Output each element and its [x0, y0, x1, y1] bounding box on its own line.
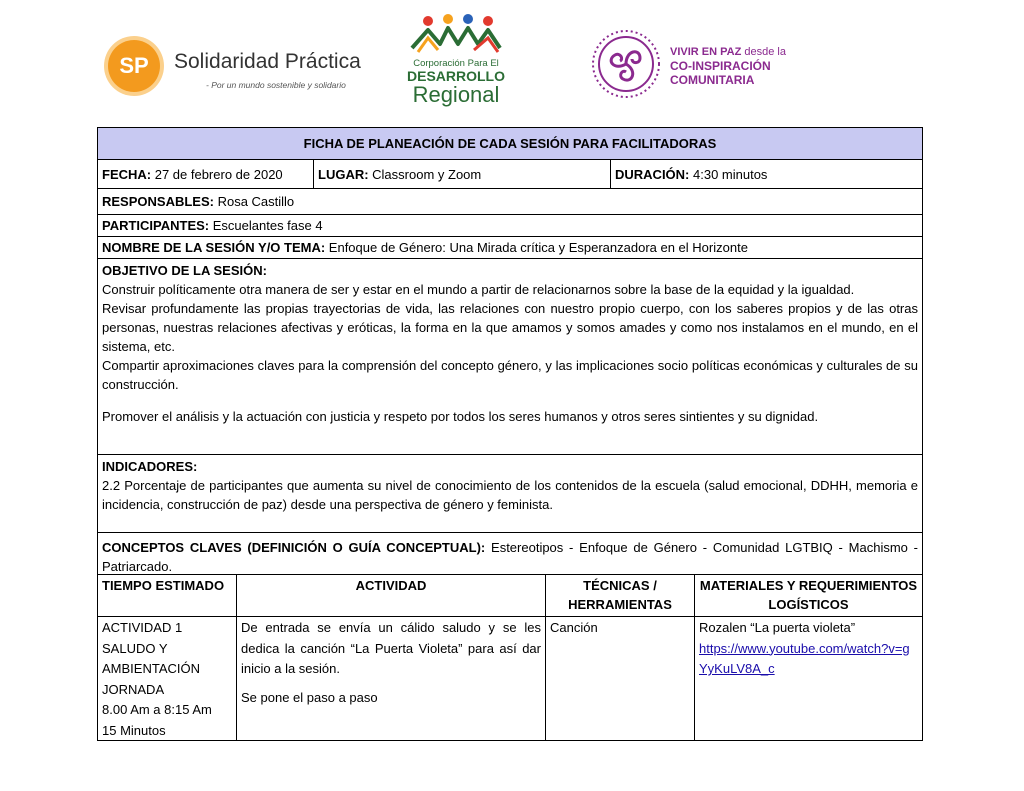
triskelion-icon — [590, 28, 662, 100]
actividad-p2: Se pone el paso a paso — [241, 689, 378, 705]
tecnicas-cell: Canción — [546, 617, 695, 740]
participantes-row: PARTICIPANTES: Escuelantes fase 4 — [97, 215, 923, 237]
table-row — [97, 617, 923, 741]
fecha-cell: FECHA: 27 de febrero de 2020 — [98, 160, 314, 188]
vp-logo-line2: CO-INSPIRACIÓN — [670, 59, 771, 73]
actividad-p1: De entrada se envía un cálido saludo y se les dedica la canción “La Puerta Violeta” para así dar inicio a la sesión. — [241, 620, 541, 676]
indicadores-label: INDICADORES: — [102, 459, 198, 474]
duracion-cell: DURACIÓN: 4:30 minutos — [615, 166, 768, 182]
objetivo-p2: Revisar profundamente las propias trayectorias de vida, las relaciones con nuestro propio cuerpo, con los saberes propios y de las otras personas, nuestras relaciones afectivas y eróticas, la forma en la que amamos y somos amades y como nos instalamos en el mundo, en el sistema, etc. — [102, 301, 918, 354]
sp-logo-name: Solidaridad Práctica — [174, 50, 361, 73]
meta-row — [97, 160, 923, 189]
form-title: FICHA DE PLANEACIÓN DE CADA SESIÓN PARA FACILITADORAS — [97, 127, 923, 160]
objetivo-p4: Promover el análisis y la actuación con justicia y respeto por todos los seres humanos y otros seres sintientes y su dignidad. — [102, 409, 819, 424]
materiales-text: Rozalen “La puerta violeta” — [699, 620, 856, 635]
col-materiales-header: MATERIALES Y REQUERIMIENTOS LOGÍSTICOS — [699, 578, 918, 612]
materiales-cell — [695, 617, 922, 740]
objetivo-row — [97, 259, 923, 455]
tema-row: NOMBRE DE LA SESIÓN Y/O TEMA: Enfoque de Género: Una Mirada crítica y Esperanzadora en el Horizonte — [97, 237, 923, 259]
col-tiempo-header: TIEMPO ESTIMADO — [98, 575, 237, 616]
cdr-logo-line1: Corporación Para El — [413, 58, 499, 69]
vivir-en-paz-logo — [590, 28, 800, 108]
vp-logo-line1: VIVIR EN PAZ desde la — [670, 46, 786, 58]
vp-logo-line3: COMUNITARIA — [670, 73, 755, 87]
objetivo-label: OBJETIVO DE LA SESIÓN: — [102, 263, 267, 278]
cdr-logo-line3: Regional — [412, 82, 500, 107]
corporacion-desarrollo-regional-logo — [398, 14, 514, 106]
actividad-cell — [237, 617, 546, 740]
lugar-cell: LUGAR: Classroom y Zoom — [314, 160, 611, 188]
col-tecnicas-header: TÉCNICAS / HERRAMIENTAS — [546, 575, 695, 616]
people-figures-icon — [408, 14, 504, 54]
responsables-row: RESPONSABLES: Rosa Castillo — [97, 189, 923, 215]
sp-logo-tagline: - Por un mundo sostenible y solidario — [206, 80, 346, 90]
session-planning-form — [97, 127, 923, 741]
indicadores-text: 2.2 Porcentaje de participantes que aumenta su nivel de conocimiento de los contenidos de la escuela (salud emocional, DDHH, memoria e incidencia, construcción de paz) desde una perspectiva de género y feminista. — [102, 478, 918, 512]
youtube-link[interactable]: https://www.youtube.com/watch?v=gYyKuLV8A_c — [699, 640, 910, 676]
objetivo-p3: Compartir aproximaciones claves para la comprensión del concepto género, y las implicaciones socio políticas económicas y culturales de su construcción. — [102, 358, 918, 392]
indicadores-row — [97, 455, 923, 533]
objetivo-p1: Construir políticamente otra manera de ser y estar en el mundo a partir de relacionarnos sobre la base de la equidad y la igualdad. — [102, 282, 855, 297]
solidaridad-practica-logo — [108, 40, 361, 96]
sp-logo-circle: SP — [108, 40, 160, 92]
cdr-logo-line2: DESARROLLO — [407, 68, 505, 84]
conceptos-row: CONCEPTOS CLAVES (DEFINICIÓN O GUÍA CONCEPTUAL): Estereotipos - Enfoque de Género - Comunidad LGTBIQ - Machismo - Patriarcado. — [97, 533, 923, 575]
activities-header — [97, 575, 923, 617]
tiempo-cell: ACTIVIDAD 1 SALUDO Y AMBIENTACIÓN JORNADA 8.00 Am a 8:15 Am 15 Minutos — [98, 617, 237, 740]
col-actividad-header: ACTIVIDAD — [237, 575, 546, 616]
